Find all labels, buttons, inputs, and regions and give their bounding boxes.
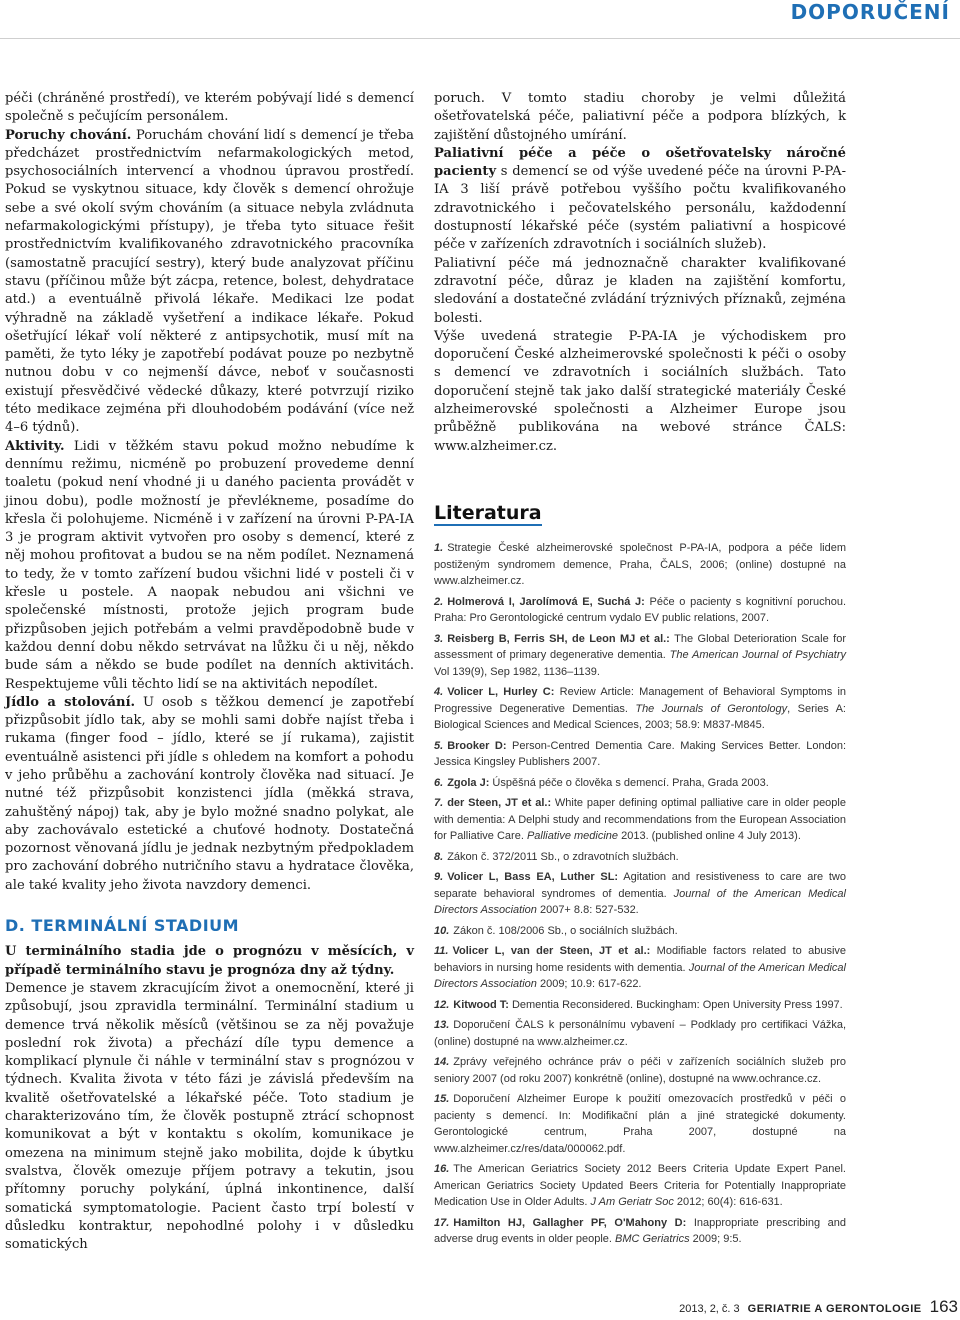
paragraph xyxy=(434,145,846,255)
reference-authors: Brooker D: xyxy=(447,739,507,752)
reference-number: 12. xyxy=(434,998,450,1011)
paragraph xyxy=(5,694,414,895)
reference-number: 2. xyxy=(434,595,444,608)
reference-text: Doporučení Alzheimer Europe k použití omezovacích prostředků v péči o pacienty s demencí. In: Modifikační plán a jiné strategické dokumenty. Gerontologické centrum, Praha 2007, dostupné na www.alzheimer.cz/res/data/000062.pdf. xyxy=(434,1093,846,1155)
reference-source: The American Journal of Psychiatry xyxy=(669,649,846,662)
reference-authors: Volicer L, Bass EA, Luther SL: xyxy=(447,871,619,884)
reference-item xyxy=(434,1091,846,1157)
footer-issue: 2013, 2, č. 3 xyxy=(679,1303,740,1315)
reference-number: 7. xyxy=(434,797,444,810)
paragraph-body: Lidi v těžkém stavu pokud možno nebudíme k dennímu režimu, nicméně po probuzení provedeme denní toaletu (pokud není vhodné ji u daného pacienta provádět v jinou dobu), podle možností je převlékneme, posadíme do křesla či polohujeme. Nicméně i v zařízení na úrovni P-PA-IA 3 je program aktivit vytvořen pro osoby s demencí, které z něj mohou profitovat a budou se na něm podílet. Neznamená to tedy, že v tomto zařízení budou všichni lidé v posteli či v křesle u postele. A naopak nebudou ani všichni ve společenské místnosti, protože jejich program bude přizpůsoben jejich potřebám a velmi pravděpodobně bude v každou denní dobu někdo setrvávat na lůžku či u něj, někdo bude sám a někdo se bude podílet na denních aktivitách. Respektujeme vůli těchto lidí se na aktivitách nepodílet. xyxy=(5,438,414,692)
reference-text: Modifiable factors related to abusive behaviors in nursing home residents with dementia. xyxy=(434,945,846,974)
page-footer xyxy=(679,1297,958,1317)
reference-number: 11. xyxy=(434,945,449,958)
reference-item xyxy=(434,849,846,866)
reference-authors: Zgola J: xyxy=(447,776,490,789)
paragraph-body: U osob s těžkou demencí je zapotřebí přizpůsobit jídlo tak, aby se mohli sami dobře najíst třeba i rukama (finger food – jídlo, které se jí rukama), zajistit eventuálně asistenci při jídle s ohledem na komfort a pohodu v jeho průběhu a zachování kontroly člověka nad situací. Je nutné též přizpůsobit konzistenci jídla (měkká strava, zahuštěný nápoj) tak, aby je bylo možné snadno polykat, ale aby zachovávalo estetické a chuťové hodnoty. Dostatečná pozornost věnovaná jídlu je jednak nezbytným předpokladem pro zachování dobrého nutričního stavu a hydratace člověka, ale také kvality jeho života navzdory demenci. xyxy=(5,694,414,893)
reference-details: 2007+ 8.8: 527-532. xyxy=(536,904,639,917)
section-title: D. TERMINÁLNÍ STADIUM xyxy=(5,916,240,936)
reference-text: Zákon č. 108/2006 Sb., o sociálních službách. xyxy=(453,924,678,937)
reference-authors: Hamilton HJ, Gallagher PF, O'Mahony D: xyxy=(453,1216,687,1229)
reference-item xyxy=(434,631,846,681)
paragraph xyxy=(5,438,414,694)
reference-number: 5. xyxy=(434,739,444,752)
paragraph: péči (chráněné prostředí), ve kterém pobývají lidé s demencí společně s pečujícím personálem. xyxy=(5,91,414,125)
reference-number: 3. xyxy=(434,632,444,645)
reference-text: The Global Deterioration Scale for assessment of primary degenerative dementia. xyxy=(434,632,846,662)
reference-source: BMC Geriatrics xyxy=(615,1233,690,1246)
reference-list xyxy=(434,540,846,1248)
reference-authors: der Steen, JT et al.: xyxy=(447,797,552,810)
reference-source: Journal of the American Medical Directors Association xyxy=(434,961,846,991)
section-subtitle: U terminálního stadia jde o prognózu v měsících, v případě terminálního stavu je prognóza dny až týdny. xyxy=(5,944,414,978)
reference-item xyxy=(434,923,846,940)
reference-authors: Reisberg B, Ferris SH, de Leon MJ et al.: xyxy=(447,632,670,645)
reference-text: Inappropriate prescribing and adverse drug events in older people. xyxy=(434,1216,846,1246)
reference-item xyxy=(434,775,846,792)
paragraph-lead: Poruchy chování. xyxy=(5,127,132,143)
reference-details: Vol 139(9), Sep 1982, 1136–1139. xyxy=(434,665,600,678)
reference-text: Péče o pacienty s kognitivní poruchou. Praha: Pro Gerontologické centrum vydalo EV public relations, 2007. xyxy=(434,595,846,625)
reference-number: 10. xyxy=(434,924,450,937)
page-number: 163 xyxy=(929,1297,958,1316)
reference-number: 15. xyxy=(434,1093,450,1106)
reference-details: 2009; 9:5. xyxy=(689,1233,742,1246)
reference-item xyxy=(434,540,846,590)
reference-item xyxy=(434,1215,846,1248)
right-column xyxy=(434,90,846,1252)
reference-item xyxy=(434,997,846,1014)
reference-number: 4. xyxy=(434,686,444,699)
reference-authors: Volicer L, Hurley C: xyxy=(447,686,555,699)
reference-number: 8. xyxy=(434,850,444,863)
left-column xyxy=(5,90,414,1254)
reference-text: The American Geriatrics Society 2012 Beers Criteria Update Expert Panel. American Geriatrics Society Updated Beers Criteria for Potentially Inappropriate Medication Use in Older Adults. xyxy=(434,1163,846,1209)
reference-number: 1. xyxy=(434,542,444,555)
page-header-title: DOPORUČENÍ xyxy=(790,0,950,24)
reference-item xyxy=(434,738,846,771)
reference-authors: Kitwood T: xyxy=(453,998,509,1011)
reference-item xyxy=(434,1017,846,1050)
paragraph-lead: Aktivity. xyxy=(5,438,65,454)
paragraph xyxy=(5,127,414,438)
reference-source: J Am Geriatr Soc xyxy=(590,1196,674,1209)
reference-item xyxy=(434,684,846,734)
paragraph: poruch. V tomto stadiu choroby je velmi důležitá ošetřovatelská péče, paliativní péče a podpora blízkých, k zajištění důstojného umírání. xyxy=(434,91,846,143)
reference-text: Zákon č. 372/2011 Sb., o zdravotních službách. xyxy=(447,850,679,863)
reference-source: Palliative medicine xyxy=(526,830,619,843)
reference-text: Zprávy veřejného ochránce práv o péči v zařízeních sociálních služeb pro seniory 2007 (od roku 2007) konkrétně (online), dostupné na www.ochrance.cz. xyxy=(434,1056,846,1085)
reference-text: Dementia Reconsidered. Buckingham: Open University Press 1997. xyxy=(508,998,843,1011)
paragraph-lead: Jídlo a stolování. xyxy=(5,694,136,710)
paragraph: Demence je stavem zkracujícím život a onemocnění, které ji způsobují, jsou zpravidla terminální. Terminální stadium u demence trvá několik měsíců (většinou se za něj považuje poslední rok života) a přechází díle typu demence a komplikací plynule či náhle v terminální stav s prognózou v týdnech. Kvalita života v této fázi je závislá především na kvalitě ošetřovatelské a lékařské péče. Toto stadium je charakterizováno tím, že člověk postupně ztrácí schopnost komunikovat a být v kontaktu s okolím, komunikace je omezena na minimum stejně jako mobilita, dojde k úbytku svalstva, člověk omezuje příjem potravy a tekutin, jsou přítomny poruchy polykání, úplná inkontinence, další somatická symptomatologie. Pacient často trpí bolestí v důsledku kontraktur, nepohodlné polohy i v důsledku somatických xyxy=(5,980,414,1253)
reference-item xyxy=(434,594,846,627)
reference-details: 2013. (published online 4 July 2013). xyxy=(618,830,801,843)
reference-details: 2012; 60(4): 616-631. xyxy=(673,1196,783,1209)
reference-text: Úspěšná péče o člověka s demencí. Praha, Grada 2003. xyxy=(489,776,769,789)
reference-details: 2009; 10.9: 617-622. xyxy=(536,978,642,991)
reference-item xyxy=(434,943,846,993)
reference-details: , Series A: Biological Sciences and Medical Sciences, 2003; 58.9: M837-M845. xyxy=(434,702,846,732)
reference-number: 14. xyxy=(434,1056,450,1069)
paragraph-body: Poruchám chování lidí s demencí je třeba předcházet prostřednictvím nefarmakologických metod, psychosociálních intervencí a vhodnou úpravou prostředí. Pokud se vyskytnou situace, kdy člověk s demencí ohrožuje sebe a své okolí svým chováním (a situace nebyla zvládnuta nefarmakologickými přístupy), je třeba tyto situace řešit prostřednictvím kvalifikovaného zdravotnického pracovníka (samostatně pracující sestry), který bude analyzovat příčinu stavu (příčinou může být zácpa, retence, bolest, dehydratace atd.) a eventuálně přivolá lékaře. Medikaci lze podat výhradně na základě vyšetření a indikace lékaře. Pokud ošetřující lékař volí některé z antipsychotik, musí mít na paměti, že tyto léky je zapotřebí podávat pouze po nezbytně nutnou dobu v co nejmenší dávce, neboť v současnosti existují přesvědčivé vědecké důkazy, které potvrzují riziko této medikace zejména při dlouhodobém podávání (více než 4–6 týdnů). xyxy=(5,127,414,436)
header-divider xyxy=(0,38,960,39)
reference-item xyxy=(434,795,846,845)
reference-item xyxy=(434,1054,846,1087)
reference-text: Agitation and resistiveness to care are two separate behavioral syndromes of dementia. xyxy=(434,871,846,900)
reference-number: 13. xyxy=(434,1019,450,1032)
reference-number: 9. xyxy=(434,871,444,884)
reference-item xyxy=(434,1161,846,1211)
reference-number: 17. xyxy=(434,1216,450,1229)
reference-source: Journal of the American Medical Directors Association xyxy=(434,887,846,917)
paragraph: Paliativní péče má jednoznačně charakter kvalifikované zdravotní péče, důraz je kladen na zajištění komfortu, sledování a dostatečné zvládání trýznivých příznaků, zejména bolesti. xyxy=(434,255,846,326)
reference-text: Strategie České alzheimerovské společnost P-PA-IA, podpora a péče lidem postiženým syndromem demence, Praha, ČALS, 2006; (online) dostupné na www.alzheimer.cz. xyxy=(434,542,846,588)
reference-number: 6. xyxy=(434,776,444,789)
reference-text: Review Article: Management of Behavioral Symptoms in Progressive Degenerative Dementias. xyxy=(434,686,847,715)
reference-source: The Journals of Gerontology xyxy=(635,702,788,715)
reference-number: 16. xyxy=(434,1163,450,1176)
reference-authors: Volicer L, van der Steen, JT et al.: xyxy=(452,945,651,958)
reference-text: White paper defining optimal palliative care in older people with dementia: A Delphi study and recommendations from the European Association for Palliative Care. xyxy=(434,797,846,843)
paragraph: Výše uvedená strategie P-PA-IA je východiskem pro doporučení České alzheimerovské společnosti k péči o osoby s demencí ve zdravotních i sociálních službách. Tato doporučení stejně tak jako další strategické materiály České alzheimerovské společnosti a Alzheimer Europe jsou průběžně publikována na webové stránce ČALS: www.alzheimer.cz. xyxy=(434,328,846,454)
reference-authors: Holmerová I, Jarolímová E, Suchá J: xyxy=(447,595,645,608)
footer-journal: GERIATRIE A GERONTOLOGIE xyxy=(747,1303,922,1315)
reference-text: Person-Centred Dementia Care. Making Services Better. London: Jessica Kingsley Publishers 2007. xyxy=(434,739,846,769)
reference-item xyxy=(434,869,846,919)
reference-text: Doporučení ČALS k personálnímu vybavení – Podklady pro certifikaci Vážka, (online) dostupné na www.alzheimer.cz. xyxy=(434,1019,846,1048)
literature-title: Literatura xyxy=(434,504,542,526)
paragraph-lead: Paliativní péče a péče o ošetřovatelsky náročné pacienty xyxy=(434,145,846,180)
paragraph-body: s demencí se od výše uvedené péče na úrovni P-PA-IA 3 liší právě potřebou vyššího počtu kvalifikovaného zdravotnického i pečovatelského personálu, každodenní dostupností lékařské péče (systém paliativní a hospicové péče v zařízeních zdravotních i sociálních služeb). xyxy=(434,164,846,253)
